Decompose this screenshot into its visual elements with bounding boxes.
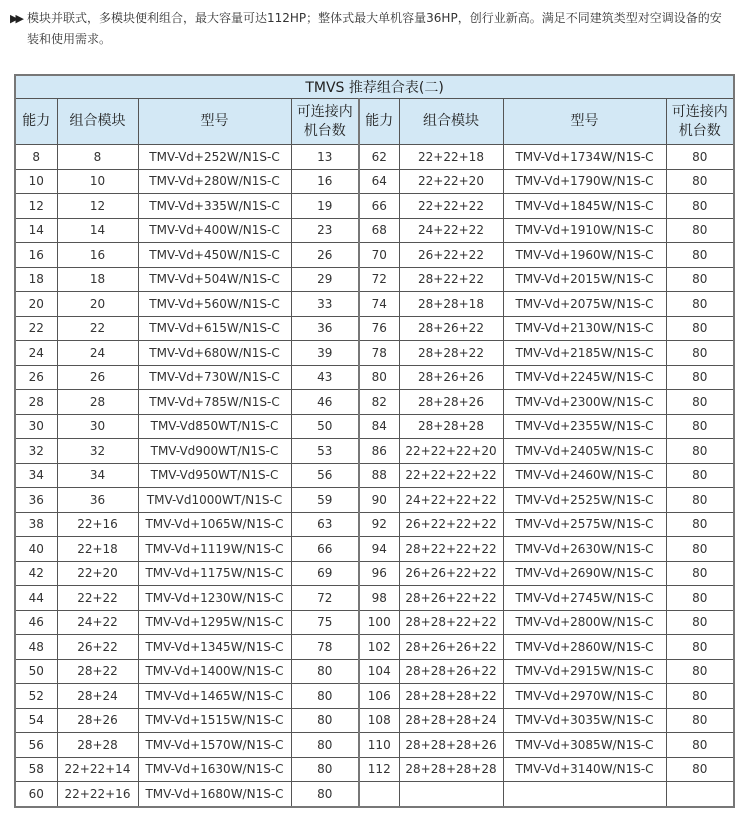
cell-capacity: 74	[359, 292, 399, 317]
cell-indoor-units: 46	[291, 390, 359, 415]
cell-capacity: 110	[359, 733, 399, 758]
cell-model: TMV-Vd+560W/N1S-C	[138, 292, 291, 317]
cell-indoor-units: 80	[291, 782, 359, 807]
cell-capacity: 48	[15, 635, 57, 660]
cell-model: TMV-Vd+2405W/N1S-C	[503, 439, 666, 464]
cell-module-combo: 26+22+22+22	[399, 512, 503, 537]
cell-module-combo: 12	[57, 194, 138, 219]
cell-module-combo: 36	[57, 488, 138, 513]
cell-module-combo: 22+22+22+22	[399, 463, 503, 488]
cell-capacity: 88	[359, 463, 399, 488]
cell-indoor-units: 80	[666, 537, 734, 562]
cell-indoor-units: 80	[666, 757, 734, 782]
cell-indoor-units: 80	[666, 292, 734, 317]
intro-text: 模块并联式，多模块便利组合，最大容量可达112HP；整体式最大单机容量36HP，创行业新高。满足不同建筑类型对空调设备的安装和使用需求。	[27, 11, 722, 46]
cell-capacity: 54	[15, 708, 57, 733]
cell-model: TMV-Vd+3035W/N1S-C	[503, 708, 666, 733]
cell-model: TMV-Vd+1680W/N1S-C	[138, 782, 291, 807]
cell-indoor-units: 80	[666, 267, 734, 292]
cell-capacity: 80	[359, 365, 399, 390]
cell-indoor-units: 53	[291, 439, 359, 464]
cell-model: TMV-Vd+400W/N1S-C	[138, 218, 291, 243]
cell-capacity: 40	[15, 537, 57, 562]
cell-model: TMV-Vd+1465W/N1S-C	[138, 684, 291, 709]
cell-module-combo: 22+22+16	[57, 782, 138, 807]
cell-capacity: 60	[15, 782, 57, 807]
cell-capacity: 16	[15, 243, 57, 268]
cell-model: TMV-Vd+1345W/N1S-C	[138, 635, 291, 660]
table-title: TMVS 推荐组合表(二)	[15, 75, 734, 99]
cell-capacity: 102	[359, 635, 399, 660]
cell-indoor-units: 80	[666, 341, 734, 366]
cell-model: TMV-Vd+2630W/N1S-C	[503, 537, 666, 562]
table-row	[15, 145, 734, 170]
cell-indoor-units: 80	[291, 708, 359, 733]
cell-indoor-units: 56	[291, 463, 359, 488]
cell-model: TMV-Vd+280W/N1S-C	[138, 169, 291, 194]
cell-capacity: 84	[359, 414, 399, 439]
cell-module-combo: 28+28+28+22	[399, 684, 503, 709]
cell-model: TMV-Vd+1570W/N1S-C	[138, 733, 291, 758]
cell-module-combo: 22+20	[57, 561, 138, 586]
cell-module-combo: 28+28+26	[399, 390, 503, 415]
cell-capacity: 12	[15, 194, 57, 219]
header-indoor-units: 可连接内机台数	[666, 99, 734, 145]
cell-module-combo: 28+28	[57, 733, 138, 758]
cell-model: TMV-Vd+1734W/N1S-C	[503, 145, 666, 170]
cell-indoor-units: 39	[291, 341, 359, 366]
cell-model: TMV-Vd+2800W/N1S-C	[503, 610, 666, 635]
cell-model: TMV-Vd+1630W/N1S-C	[138, 757, 291, 782]
cell-model: TMV-Vd+680W/N1S-C	[138, 341, 291, 366]
cell-module-combo	[399, 782, 503, 807]
cell-indoor-units	[666, 782, 734, 807]
cell-model: TMV-Vd+1960W/N1S-C	[503, 243, 666, 268]
table-row	[15, 341, 734, 366]
table-row	[15, 659, 734, 684]
cell-capacity: 10	[15, 169, 57, 194]
cell-indoor-units: 80	[666, 218, 734, 243]
cell-capacity: 108	[359, 708, 399, 733]
cell-module-combo: 24+22+22+22	[399, 488, 503, 513]
cell-capacity	[359, 782, 399, 807]
cell-indoor-units: 33	[291, 292, 359, 317]
cell-indoor-units: 80	[666, 243, 734, 268]
cell-module-combo: 28+28+28+28	[399, 757, 503, 782]
cell-indoor-units: 16	[291, 169, 359, 194]
cell-capacity: 18	[15, 267, 57, 292]
table-row	[15, 782, 734, 807]
cell-model: TMV-Vd+1065W/N1S-C	[138, 512, 291, 537]
cell-model: TMV-Vd+730W/N1S-C	[138, 365, 291, 390]
cell-model: TMV-Vd+252W/N1S-C	[138, 145, 291, 170]
cell-module-combo: 26	[57, 365, 138, 390]
cell-module-combo: 28+22+22+22	[399, 537, 503, 562]
cell-capacity: 106	[359, 684, 399, 709]
cell-indoor-units: 36	[291, 316, 359, 341]
combination-table	[14, 74, 735, 808]
cell-model: TMV-Vd+1119W/N1S-C	[138, 537, 291, 562]
cell-module-combo: 30	[57, 414, 138, 439]
table-row	[15, 635, 734, 660]
table-row	[15, 708, 734, 733]
header-capacity: 能力	[359, 99, 399, 145]
cell-model: TMV-Vd+335W/N1S-C	[138, 194, 291, 219]
cell-capacity: 94	[359, 537, 399, 562]
cell-indoor-units: 80	[666, 169, 734, 194]
cell-module-combo: 14	[57, 218, 138, 243]
cell-module-combo: 28+26+26+22	[399, 635, 503, 660]
cell-model: TMV-Vd+2575W/N1S-C	[503, 512, 666, 537]
cell-module-combo: 22+22	[57, 586, 138, 611]
cell-model: TMV-Vd+2300W/N1S-C	[503, 390, 666, 415]
cell-module-combo: 28+24	[57, 684, 138, 709]
table-row	[15, 586, 734, 611]
cell-indoor-units: 80	[666, 635, 734, 660]
cell-indoor-units: 72	[291, 586, 359, 611]
cell-module-combo: 28+26+26	[399, 365, 503, 390]
cell-capacity: 70	[359, 243, 399, 268]
cell-model: TMV-Vd+615W/N1S-C	[138, 316, 291, 341]
cell-module-combo: 28	[57, 390, 138, 415]
table-row	[15, 733, 734, 758]
table-row	[15, 439, 734, 464]
cell-indoor-units: 63	[291, 512, 359, 537]
cell-indoor-units: 80	[666, 586, 734, 611]
table-row	[15, 243, 734, 268]
cell-capacity: 78	[359, 341, 399, 366]
cell-model: TMV-Vd+1295W/N1S-C	[138, 610, 291, 635]
cell-indoor-units: 80	[666, 561, 734, 586]
cell-module-combo: 22+22+20	[399, 169, 503, 194]
cell-capacity: 14	[15, 218, 57, 243]
cell-capacity: 30	[15, 414, 57, 439]
cell-capacity: 64	[359, 169, 399, 194]
cell-indoor-units: 19	[291, 194, 359, 219]
cell-model: TMV-Vd+2690W/N1S-C	[503, 561, 666, 586]
header-module-combo: 组合模块	[399, 99, 503, 145]
cell-capacity: 52	[15, 684, 57, 709]
cell-capacity: 92	[359, 512, 399, 537]
cell-module-combo: 16	[57, 243, 138, 268]
cell-indoor-units: 80	[666, 610, 734, 635]
cell-module-combo: 28+22+22	[399, 267, 503, 292]
cell-model: TMV-Vd1000WT/N1S-C	[138, 488, 291, 513]
cell-module-combo: 18	[57, 267, 138, 292]
table-row	[15, 537, 734, 562]
cell-module-combo: 24	[57, 341, 138, 366]
cell-model: TMV-Vd+1515W/N1S-C	[138, 708, 291, 733]
cell-module-combo: 26+22	[57, 635, 138, 660]
cell-indoor-units: 75	[291, 610, 359, 635]
cell-capacity: 58	[15, 757, 57, 782]
cell-capacity: 32	[15, 439, 57, 464]
cell-model: TMV-Vd+2015W/N1S-C	[503, 267, 666, 292]
cell-capacity: 90	[359, 488, 399, 513]
cell-model: TMV-Vd+1175W/N1S-C	[138, 561, 291, 586]
cell-indoor-units: 13	[291, 145, 359, 170]
cell-model: TMV-Vd+2915W/N1S-C	[503, 659, 666, 684]
cell-indoor-units: 66	[291, 537, 359, 562]
cell-module-combo: 32	[57, 439, 138, 464]
cell-capacity: 28	[15, 390, 57, 415]
cell-model: TMV-Vd+1230W/N1S-C	[138, 586, 291, 611]
cell-model: TMV-Vd+2355W/N1S-C	[503, 414, 666, 439]
cell-module-combo: 20	[57, 292, 138, 317]
cell-module-combo: 28+28+28	[399, 414, 503, 439]
table-row	[15, 292, 734, 317]
cell-capacity: 66	[359, 194, 399, 219]
double-chevron-right-icon: ▶▶	[10, 12, 21, 25]
table-row	[15, 316, 734, 341]
cell-module-combo: 26+22+22	[399, 243, 503, 268]
cell-model: TMV-Vd+1845W/N1S-C	[503, 194, 666, 219]
cell-indoor-units: 80	[666, 659, 734, 684]
table-row	[15, 169, 734, 194]
cell-indoor-units: 80	[291, 733, 359, 758]
cell-capacity: 100	[359, 610, 399, 635]
cell-module-combo: 28+26+22+22	[399, 586, 503, 611]
cell-model: TMV-Vd+1400W/N1S-C	[138, 659, 291, 684]
cell-capacity: 50	[15, 659, 57, 684]
header-indoor-units: 可连接内机台数	[291, 99, 359, 145]
cell-module-combo: 22+22+22	[399, 194, 503, 219]
cell-capacity: 44	[15, 586, 57, 611]
cell-capacity: 76	[359, 316, 399, 341]
cell-module-combo: 22+22+14	[57, 757, 138, 782]
cell-module-combo: 28+28+28+26	[399, 733, 503, 758]
header-module-combo: 组合模块	[57, 99, 138, 145]
header-capacity: 能力	[15, 99, 57, 145]
cell-model: TMV-Vd+504W/N1S-C	[138, 267, 291, 292]
cell-module-combo: 22+18	[57, 537, 138, 562]
cell-capacity: 112	[359, 757, 399, 782]
cell-capacity: 86	[359, 439, 399, 464]
cell-capacity: 36	[15, 488, 57, 513]
cell-capacity: 46	[15, 610, 57, 635]
table-row	[15, 414, 734, 439]
table-row	[15, 512, 734, 537]
cell-indoor-units: 80	[666, 194, 734, 219]
cell-model: TMV-Vd+2460W/N1S-C	[503, 463, 666, 488]
cell-indoor-units: 80	[291, 757, 359, 782]
cell-indoor-units: 80	[666, 414, 734, 439]
cell-capacity: 34	[15, 463, 57, 488]
table-row	[15, 463, 734, 488]
table-row	[15, 610, 734, 635]
table-row	[15, 390, 734, 415]
cell-indoor-units: 80	[666, 316, 734, 341]
cell-model: TMV-Vd+2130W/N1S-C	[503, 316, 666, 341]
table-row	[15, 561, 734, 586]
cell-capacity: 20	[15, 292, 57, 317]
cell-indoor-units: 80	[666, 512, 734, 537]
cell-capacity: 72	[359, 267, 399, 292]
cell-indoor-units: 50	[291, 414, 359, 439]
cell-indoor-units: 80	[666, 365, 734, 390]
cell-module-combo: 22	[57, 316, 138, 341]
cell-model: TMV-Vd850WT/N1S-C	[138, 414, 291, 439]
cell-capacity: 56	[15, 733, 57, 758]
cell-indoor-units: 80	[291, 659, 359, 684]
cell-capacity: 68	[359, 218, 399, 243]
cell-indoor-units: 80	[666, 390, 734, 415]
table-row	[15, 365, 734, 390]
intro-paragraph	[10, 8, 730, 50]
cell-capacity: 24	[15, 341, 57, 366]
cell-indoor-units: 80	[666, 733, 734, 758]
cell-model: TMV-Vd+785W/N1S-C	[138, 390, 291, 415]
cell-indoor-units: 29	[291, 267, 359, 292]
cell-indoor-units: 80	[666, 684, 734, 709]
cell-indoor-units: 80	[666, 708, 734, 733]
cell-module-combo: 28+26+22	[399, 316, 503, 341]
cell-indoor-units: 80	[666, 488, 734, 513]
cell-module-combo: 28+28+28+24	[399, 708, 503, 733]
cell-module-combo: 28+28+18	[399, 292, 503, 317]
cell-capacity: 38	[15, 512, 57, 537]
cell-model: TMV-Vd+2185W/N1S-C	[503, 341, 666, 366]
cell-model: TMV-Vd+2245W/N1S-C	[503, 365, 666, 390]
cell-module-combo: 8	[57, 145, 138, 170]
cell-model: TMV-Vd+2970W/N1S-C	[503, 684, 666, 709]
cell-model: TMV-Vd+3085W/N1S-C	[503, 733, 666, 758]
cell-capacity: 8	[15, 145, 57, 170]
cell-module-combo: 24+22	[57, 610, 138, 635]
cell-model: TMV-Vd+2075W/N1S-C	[503, 292, 666, 317]
cell-capacity: 98	[359, 586, 399, 611]
cell-module-combo: 22+16	[57, 512, 138, 537]
cell-capacity: 42	[15, 561, 57, 586]
cell-module-combo: 26+26+22+22	[399, 561, 503, 586]
header-model: 型号	[503, 99, 666, 145]
cell-model: TMV-Vd+3140W/N1S-C	[503, 757, 666, 782]
cell-model: TMV-Vd+1910W/N1S-C	[503, 218, 666, 243]
cell-indoor-units: 80	[666, 463, 734, 488]
table-row	[15, 757, 734, 782]
cell-model: TMV-Vd+2525W/N1S-C	[503, 488, 666, 513]
cell-module-combo: 22+22+22+20	[399, 439, 503, 464]
cell-model: TMV-Vd900WT/N1S-C	[138, 439, 291, 464]
cell-capacity: 26	[15, 365, 57, 390]
cell-indoor-units: 26	[291, 243, 359, 268]
cell-module-combo: 24+22+22	[399, 218, 503, 243]
cell-module-combo: 22+22+18	[399, 145, 503, 170]
cell-indoor-units: 23	[291, 218, 359, 243]
table-row	[15, 194, 734, 219]
cell-module-combo: 28+28+26+22	[399, 659, 503, 684]
table-row	[15, 267, 734, 292]
cell-model: TMV-Vd950WT/N1S-C	[138, 463, 291, 488]
table-row	[15, 684, 734, 709]
cell-module-combo: 10	[57, 169, 138, 194]
cell-module-combo: 28+26	[57, 708, 138, 733]
cell-module-combo: 34	[57, 463, 138, 488]
cell-capacity: 82	[359, 390, 399, 415]
cell-capacity: 62	[359, 145, 399, 170]
cell-model: TMV-Vd+2860W/N1S-C	[503, 635, 666, 660]
cell-model: TMV-Vd+450W/N1S-C	[138, 243, 291, 268]
cell-capacity: 22	[15, 316, 57, 341]
cell-module-combo: 28+28+22	[399, 341, 503, 366]
cell-indoor-units: 78	[291, 635, 359, 660]
header-model: 型号	[138, 99, 291, 145]
cell-indoor-units: 69	[291, 561, 359, 586]
cell-model	[503, 782, 666, 807]
cell-model: TMV-Vd+1790W/N1S-C	[503, 169, 666, 194]
cell-indoor-units: 43	[291, 365, 359, 390]
table-row	[15, 218, 734, 243]
cell-capacity: 104	[359, 659, 399, 684]
cell-indoor-units: 80	[291, 684, 359, 709]
cell-capacity: 96	[359, 561, 399, 586]
cell-indoor-units: 80	[666, 439, 734, 464]
cell-model: TMV-Vd+2745W/N1S-C	[503, 586, 666, 611]
cell-module-combo: 28+22	[57, 659, 138, 684]
cell-module-combo: 28+28+22+22	[399, 610, 503, 635]
table-row	[15, 488, 734, 513]
cell-indoor-units: 59	[291, 488, 359, 513]
cell-indoor-units: 80	[666, 145, 734, 170]
